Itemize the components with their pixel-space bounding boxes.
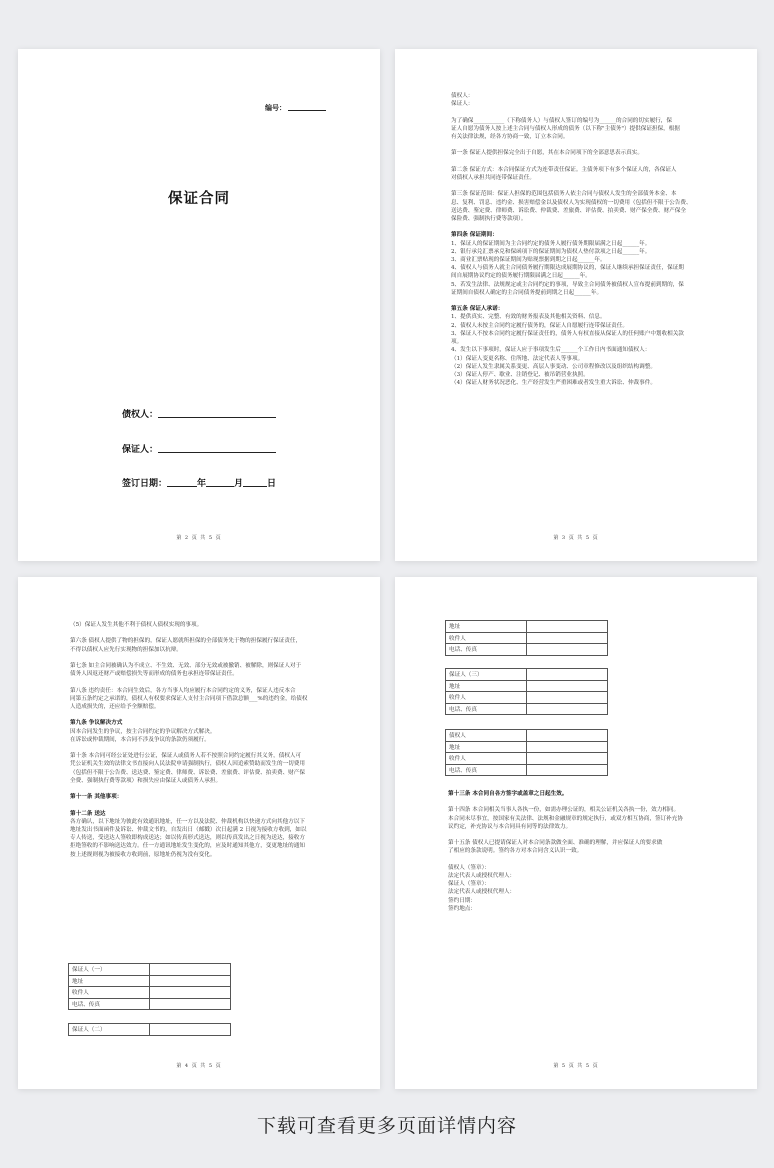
text-line: 地址发出书面函件及诉讼、仲裁文书的，自发出日（邮戳）次日起满 2 日视为接收方收到，如以 bbox=[70, 827, 307, 834]
table-row bbox=[446, 764, 608, 776]
text-line: 人造成损失的，还应给予全额赔偿。 bbox=[70, 704, 160, 711]
text-line: 按上述规则视为被接收方收到前，原地址仍视为没有变化。 bbox=[70, 851, 216, 858]
year-label: 年 bbox=[197, 479, 207, 489]
blank-line bbox=[448, 798, 709, 806]
contact-table-guarantor-1 bbox=[68, 963, 231, 1010]
table-value-cell bbox=[527, 753, 608, 765]
table-label-cell: 地址 bbox=[446, 741, 527, 753]
guarantor-line bbox=[158, 452, 276, 453]
table-value-cell bbox=[527, 644, 608, 656]
blank-line bbox=[448, 856, 709, 864]
text-line: 2、债权人未按主合同约定履行债务的，保证人自愿履行连带保证责任。 bbox=[451, 322, 628, 329]
table-row bbox=[446, 730, 608, 742]
blank-line bbox=[70, 678, 330, 686]
guarantor-signature-row bbox=[122, 442, 276, 455]
contract-title: 保证合同 bbox=[168, 191, 230, 207]
text-line: 法定代表人或授权代理人： bbox=[448, 889, 516, 896]
text-line: 债权人（签章）： bbox=[448, 864, 490, 871]
page-4 bbox=[18, 577, 380, 1089]
page-3 bbox=[395, 49, 757, 561]
contact-table-guarantor-2 bbox=[68, 1023, 231, 1036]
table-label-cell: 电话、传真 bbox=[446, 764, 527, 776]
blank-line bbox=[70, 711, 330, 719]
text-line: 第七条 如主合同被确认为不成立、不生效、无效、部分无效或被撤销、被解除，则保证人对于 bbox=[70, 663, 302, 670]
page-5-body bbox=[448, 790, 709, 913]
table-label-cell: 电话、传真 bbox=[446, 703, 527, 715]
text-line: 1、提供真实、完整、有效的财务报表及其他相关资料、信息。 bbox=[451, 314, 606, 321]
table-value-cell bbox=[150, 998, 231, 1010]
text-line: 间自展期协议约定的债务履行期限届满之日起______年。 bbox=[451, 273, 591, 280]
table-label-cell: 电话、传真 bbox=[446, 644, 527, 656]
text-line: 签约日期： bbox=[448, 897, 476, 904]
sign-date-label: 签订日期： bbox=[122, 479, 168, 489]
text-line: （5）保证人发生其他不利于债权人债权实现的事项。 bbox=[70, 622, 203, 628]
text-line: 4、发生以下事项时，保证人应于事项发生后______个工作日内书面通知债权人： bbox=[451, 347, 651, 354]
blank-line bbox=[70, 744, 330, 752]
table-label-cell: 地址 bbox=[446, 680, 527, 692]
text-line: （3）保证人停产、歇业、注销登记、被吊销营业执照。 bbox=[451, 371, 589, 378]
text-line: 因本合同发生的争议，按主合同约定的争议解决方式解决。 bbox=[70, 728, 216, 735]
text-line: （4）保证人财务状况恶化、生产经营发生严重困难或者发生重大诉讼、仲裁事件。 bbox=[451, 380, 656, 387]
page-number: 第 3 页 共 5 页 bbox=[553, 535, 599, 541]
text-line: 第十五条 债权人已提请保证人对本合同条款做全面、准确的理解，并应保证人的要求做 bbox=[448, 840, 663, 847]
text-line: 专人传送，受送达人签收即构成送达；如以传真形式送达，则以传真发出之日视为送达，接收方 bbox=[70, 835, 305, 842]
table-value-cell bbox=[150, 964, 231, 976]
text-line: 第一条 保证人提供担保完全出于自愿，其在本合同项下的全部意思表示真实。 bbox=[451, 150, 643, 157]
text-line: 息、复利、罚息、违约金、损害赔偿金以及债权人为实现债权的一切费用（包括但不限于公告费、 bbox=[451, 199, 692, 206]
table-label-cell: 债权人 bbox=[446, 730, 527, 742]
table-label-cell: 电话、传真 bbox=[69, 998, 150, 1010]
text-line: 本合同未尽事宜，按国家有关法律、法规和金融规章的规定执行，或双方相互协商，签订补充协 bbox=[448, 815, 683, 822]
creditor-line bbox=[158, 417, 276, 418]
page-2-cover bbox=[18, 49, 380, 561]
table-row bbox=[446, 632, 608, 644]
text-line: 第十四条 本合同相关当事人各执一份，如需办理公证的，相关公证机关各执一份，效力相同。 bbox=[448, 807, 680, 814]
text-line: 4、债权人与债务人就主合同债务履行期限达成展期协议的，保证人继续承担保证责任，保证期 bbox=[451, 265, 684, 272]
table-row bbox=[69, 998, 231, 1010]
table-value-cell bbox=[527, 703, 608, 715]
text-line: 项。 bbox=[451, 339, 463, 346]
text-line: （2）保证人发生隶属关系变更、高层人事变动、公司章程修改以及组织结构调整。 bbox=[451, 363, 656, 370]
text-line: 签约地点： bbox=[448, 905, 476, 912]
page-5 bbox=[395, 577, 757, 1089]
table-row bbox=[446, 741, 608, 753]
text-line: 对债权人承担共同连带保证责任。 bbox=[451, 175, 535, 182]
table-label-cell: 地址 bbox=[446, 621, 527, 633]
table-label-cell: 保证人（一） bbox=[69, 964, 150, 976]
table-row bbox=[446, 644, 608, 656]
text-line: 同第五条约定之承诺的，债权人有权要求保证人支付主合同项下借款总额___%的违约金，给债权 bbox=[70, 695, 308, 702]
text-line: 第四条 保证期间： bbox=[451, 232, 498, 239]
text-line: 保险费、强制执行费等款项）。 bbox=[451, 216, 527, 223]
text-line: 议约定，补充协议与本合同具有同等的法律效力。 bbox=[448, 823, 572, 830]
table-value-cell bbox=[527, 764, 608, 776]
page-3-body bbox=[451, 92, 711, 387]
blank-line bbox=[451, 108, 711, 116]
page-4-body bbox=[70, 621, 330, 859]
table-label-cell: 保证人（三） bbox=[446, 669, 527, 681]
text-line: 第十三条 本合同自各方签字或盖章之日起生效。 bbox=[448, 791, 568, 797]
creditor-label: 债权人： bbox=[122, 410, 159, 420]
text-line: 在诉讼或仲裁期间，本合同不涉及争议的条款仍须履行。 bbox=[70, 736, 210, 743]
table-row bbox=[446, 753, 608, 765]
table-value-cell bbox=[150, 1024, 231, 1036]
table-value-cell bbox=[150, 987, 231, 999]
text-line: 拒绝签收的不影响送达效力。任一方通讯地址发生变化的，应及时通知其他方，变更地址的通知 bbox=[70, 843, 305, 850]
table-row bbox=[446, 680, 608, 692]
contact-table-creditor bbox=[445, 729, 608, 776]
blank-line bbox=[70, 654, 330, 662]
text-line: 为了确保___________（下称债务人）与债权人签订的编号为______的合同的切实履行，保 bbox=[451, 117, 672, 124]
text-line: 保证人： bbox=[451, 101, 474, 108]
text-line: （1）保证人变更名称、住所地、法定代表人等事项。 bbox=[451, 355, 584, 362]
contract-number-line bbox=[288, 110, 326, 111]
text-line: 不得以债权人应先行实现物的担保加以抗辩。 bbox=[70, 646, 182, 653]
contract-number-label: 编号： bbox=[265, 103, 286, 112]
table-value-cell bbox=[527, 632, 608, 644]
text-line: 2、银行承兑汇票承兑和保函项下的保证期间为债权人垫付款项之日起______年。 bbox=[451, 248, 651, 255]
text-line: 第十二条 送达 bbox=[70, 810, 106, 817]
download-caption: 下载可查看更多页面详情内容 bbox=[256, 1115, 517, 1137]
sign-date-row bbox=[122, 476, 276, 489]
table-row bbox=[446, 621, 608, 633]
text-line: 第二条 保证方式：本合同保证方式为连带责任保证。主债务项下有多个保证人的，各保证人 bbox=[451, 166, 677, 173]
table-label-cell: 收件人 bbox=[446, 692, 527, 704]
blank-line bbox=[451, 141, 711, 149]
blank-line bbox=[451, 158, 711, 166]
year-line bbox=[167, 486, 197, 487]
table-label-cell: 收件人 bbox=[69, 987, 150, 999]
text-line: 第十条 本合同可经公证处进行公证，保证人或债务人若不按照合同约定履行其义务，债权人可 bbox=[70, 753, 302, 760]
text-line: 第八条 违约责任：本合同生效后，各方当事人均应履行本合同约定的义务，保证人违反本合 bbox=[70, 687, 296, 694]
table-label-cell: 地址 bbox=[69, 975, 150, 987]
contract-number bbox=[265, 103, 326, 113]
day-line bbox=[243, 486, 267, 487]
table-label-cell: 收件人 bbox=[446, 632, 527, 644]
contact-table-continued bbox=[445, 620, 608, 656]
table-row bbox=[69, 964, 231, 976]
table-row bbox=[446, 692, 608, 704]
table-value-cell bbox=[527, 692, 608, 704]
text-line: 各方确认，以下地址为彼此有效通讯地址，任一方以及法院、仲裁机构以快递方式向其他方以下 bbox=[70, 818, 305, 825]
blank-line bbox=[448, 831, 709, 839]
table-row bbox=[69, 1024, 231, 1036]
text-line: 凭公证机关生效的法律文书直接向人民法院申请强制执行，债权人因追索赞助而发生的一切费用 bbox=[70, 761, 305, 768]
day-label: 日 bbox=[267, 479, 277, 489]
text-line: 第六条 债权人提供了物的担保的，保证人愿就所担保的全部债务先于物的担保履行保证责任， bbox=[70, 638, 302, 645]
blank-line bbox=[70, 785, 330, 793]
table-value-cell bbox=[527, 730, 608, 742]
text-line: 1、保证人的保证期间为主合同约定的债务人履行债务期限届满之日起______年。 bbox=[451, 240, 651, 247]
page-number: 第 4 页 共 5 页 bbox=[176, 1063, 222, 1069]
creditor-signature-row bbox=[122, 407, 276, 420]
table-label-cell: 保证人（二） bbox=[69, 1024, 150, 1036]
table-row bbox=[69, 975, 231, 987]
month-label: 月 bbox=[234, 479, 244, 489]
text-line: 证人自愿为债务人按上述主合同与债权人形成的债务（以下称"主债务"）提供保证担保，根据 bbox=[451, 125, 680, 132]
blank-line bbox=[70, 801, 330, 809]
table-value-cell bbox=[527, 669, 608, 681]
month-line bbox=[206, 486, 234, 487]
text-line: 送达费、鉴定费、律师费、诉讼费、仲裁费、差旅费、评估费、拍卖费、财产保全费、财产保全 bbox=[451, 207, 686, 214]
table-value-cell bbox=[527, 741, 608, 753]
text-line: 第十一条 其他事项： bbox=[70, 794, 123, 801]
text-line: 5、若发生法律、法规规定或主合同约定的事项，导致主合同债务被债权人宣布提前到期的，保 bbox=[451, 281, 684, 288]
text-line: 债权人： bbox=[451, 93, 474, 99]
contact-table-guarantor-3 bbox=[445, 668, 608, 715]
text-line: 3、保证人不按本合同约定履行保证责任的，债务人有权直接从保证人的任何账户中划收相关款 bbox=[451, 330, 684, 337]
table-row bbox=[69, 987, 231, 999]
table-value-cell bbox=[150, 975, 231, 987]
page-number: 第 2 页 共 5 页 bbox=[176, 535, 222, 541]
table-row bbox=[446, 669, 608, 681]
text-line: 了相应的条款说明。签约各方对本合同含义认识一致。 bbox=[448, 848, 583, 855]
text-line: 第三条 保证范围：保证人担保的范围包括债务人依主合同与债权人发生的全部债务本金、本 bbox=[451, 191, 677, 198]
text-line: 证期间自债权人确定的主合同债务提前到期之日起______年。 bbox=[451, 289, 603, 296]
text-line: 有关法律法规，经各方协商一致，订立本合同。 bbox=[451, 134, 569, 141]
blank-line bbox=[451, 223, 711, 231]
table-value-cell bbox=[527, 621, 608, 633]
text-line: 法定代表人或授权代理人： bbox=[448, 873, 516, 880]
text-line: 第九条 争议解决方式 bbox=[70, 720, 123, 727]
blank-line bbox=[451, 182, 711, 190]
table-label-cell: 收件人 bbox=[446, 753, 527, 765]
text-line: 全费、强制执行费等款项）和损失应由保证人或债务人承担。 bbox=[70, 777, 222, 784]
guarantor-label: 保证人： bbox=[122, 445, 159, 455]
text-line: （包括但不限于公告费、送达费、鉴定费、律师费、诉讼费、差旅费、评估费、拍卖费、财产保 bbox=[70, 769, 305, 776]
blank-line bbox=[70, 629, 330, 637]
table-row bbox=[446, 703, 608, 715]
text-line: 债务人因返还财产或赔偿损失等而形成的债务也承担连带保证责任。 bbox=[70, 671, 238, 678]
text-line: 3、商业汇票贴现的保证期间为贴现票据到期之日起______年。 bbox=[451, 257, 606, 264]
blank-line bbox=[451, 297, 711, 305]
table-value-cell bbox=[527, 680, 608, 692]
text-line: 第五条 保证人承诺： bbox=[451, 306, 504, 313]
page-number: 第 5 页 共 5 页 bbox=[553, 1063, 599, 1069]
text-line: 保证人（签章）： bbox=[448, 881, 490, 888]
